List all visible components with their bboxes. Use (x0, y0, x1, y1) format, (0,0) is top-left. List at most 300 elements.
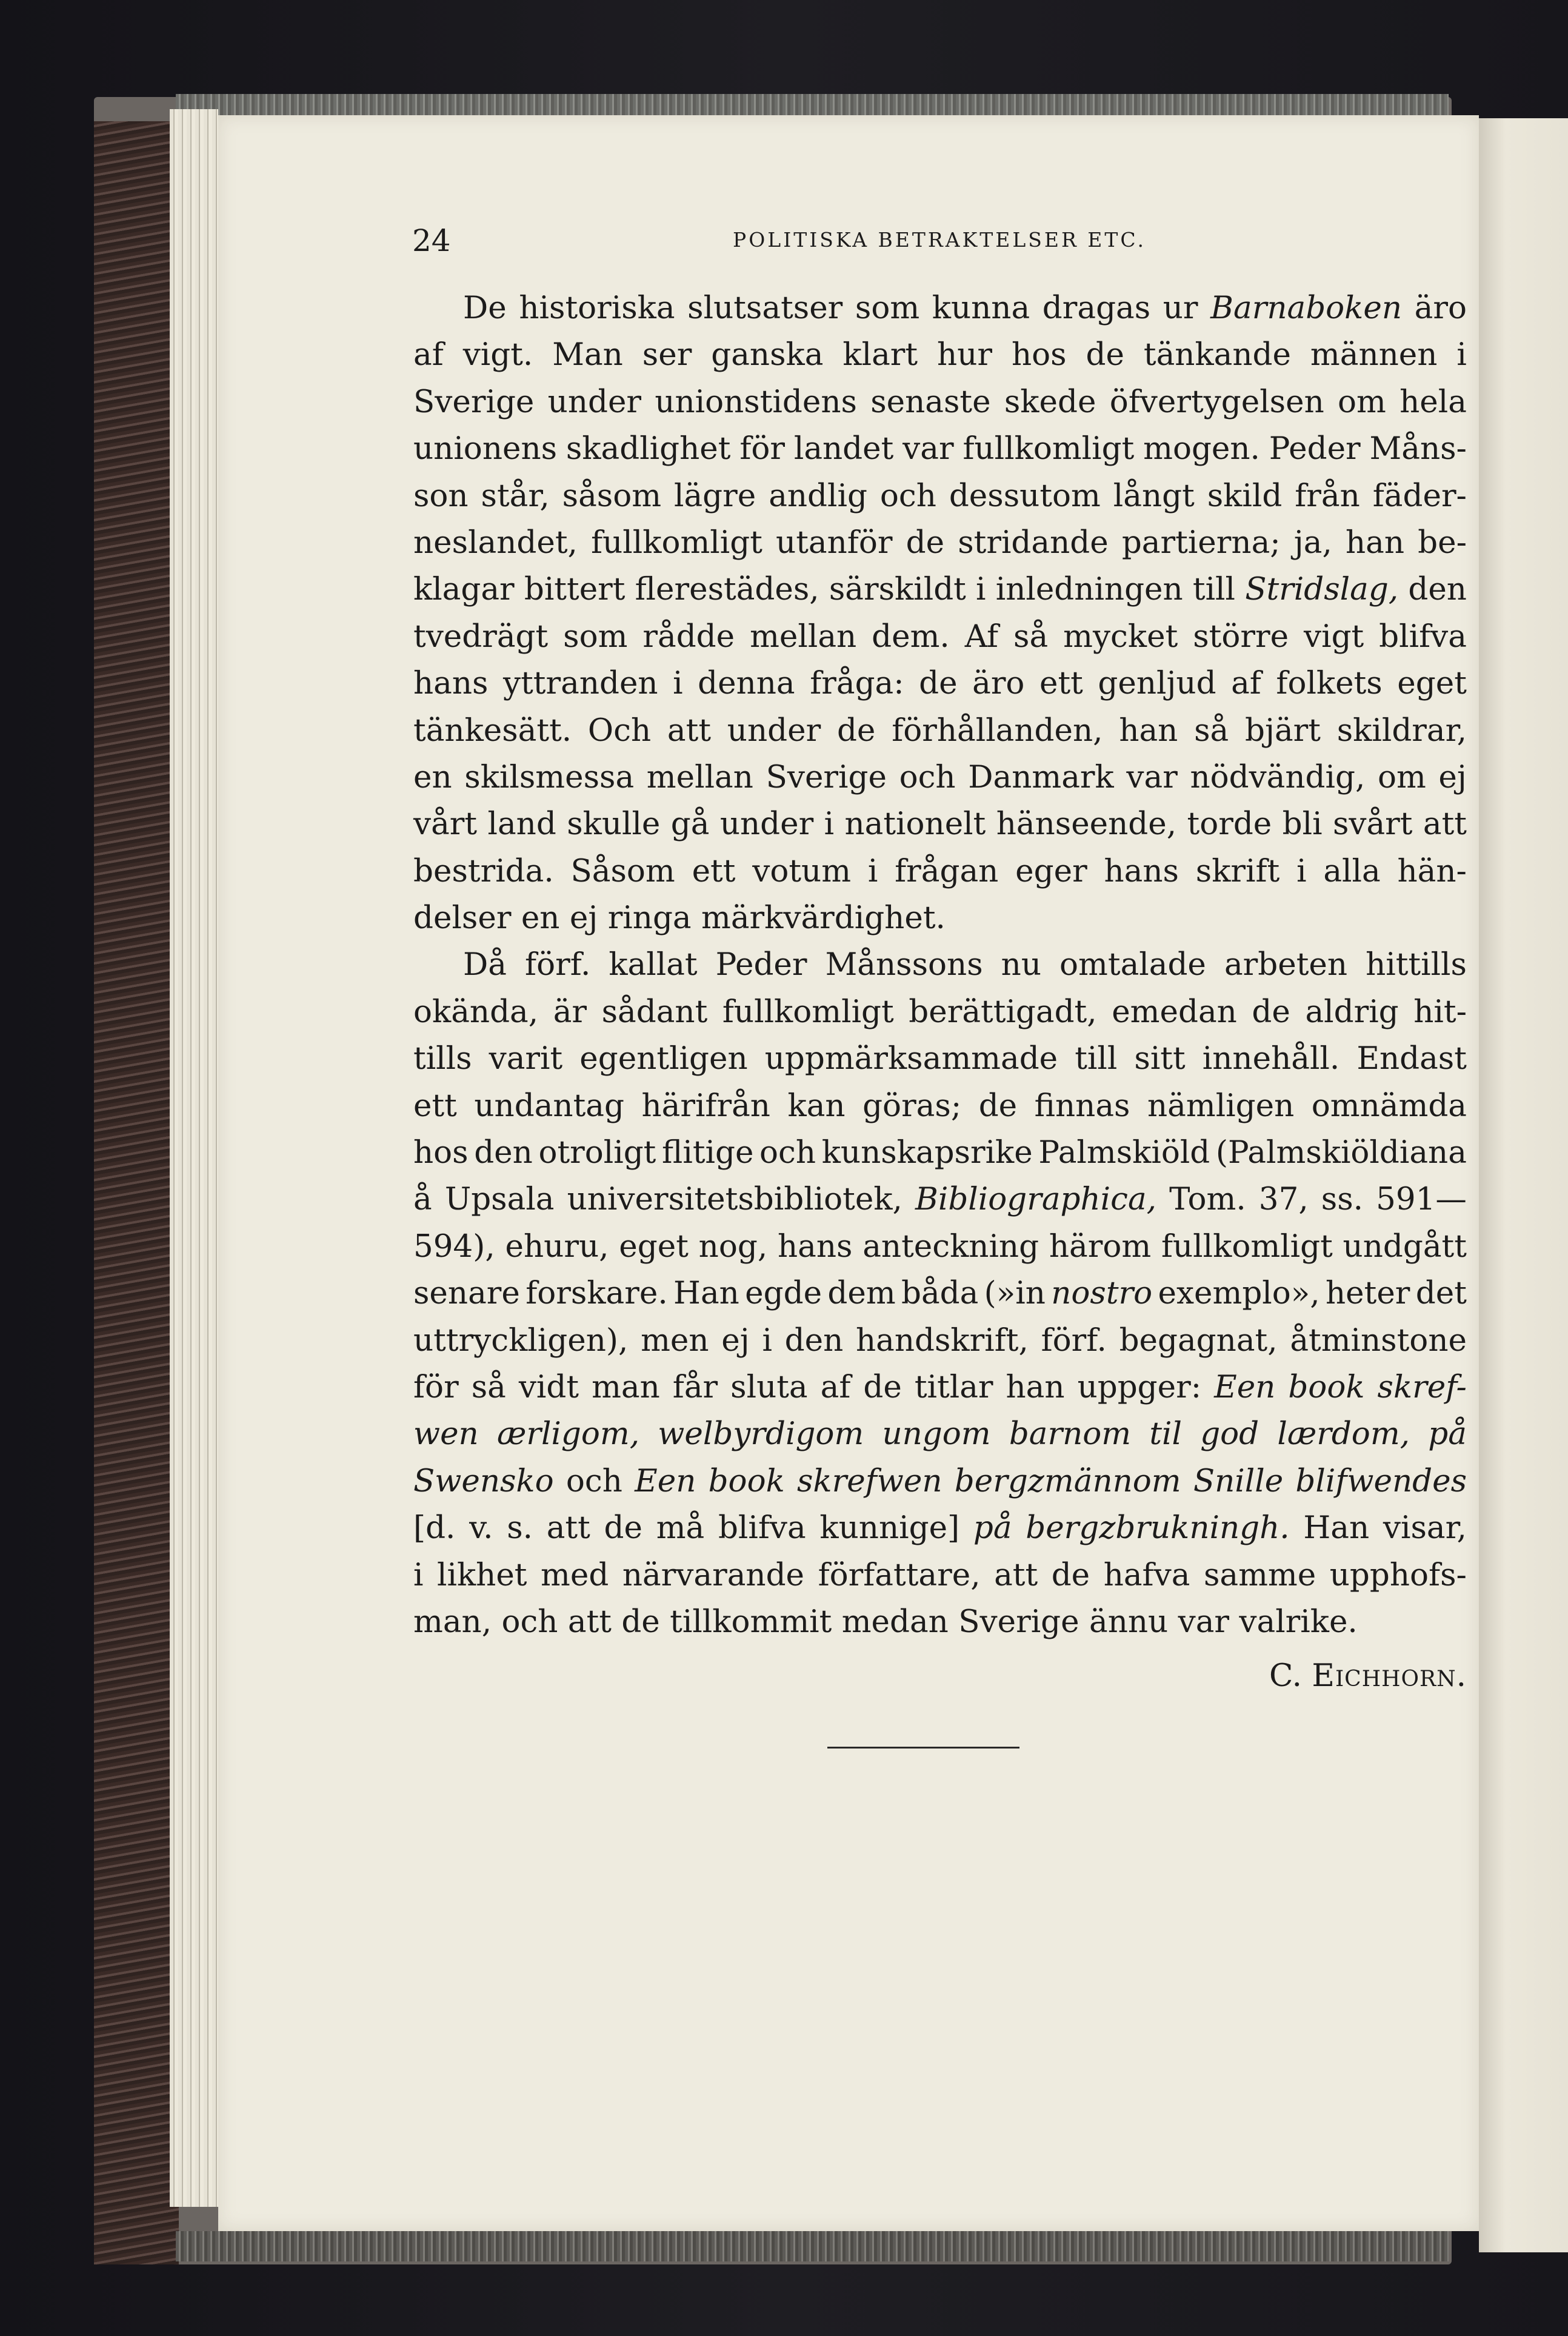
word: stridande (958, 524, 1109, 561)
word: den (474, 1134, 533, 1171)
word: i (673, 665, 683, 702)
word: dragas (1042, 290, 1151, 326)
word: innehåll. (1202, 1040, 1340, 1077)
word: klart (842, 336, 918, 373)
cover-top-band (176, 94, 1449, 118)
word: men (641, 1322, 709, 1359)
word: delser (413, 900, 512, 937)
word: Och (587, 712, 652, 749)
word: i (413, 1556, 424, 1593)
word: Peder (1269, 430, 1361, 467)
word: flerestädes, (635, 571, 819, 608)
word: under (719, 806, 814, 843)
word: och (879, 477, 936, 514)
word: Endast (1356, 1040, 1467, 1077)
word: historiska (519, 290, 675, 326)
word: fråga: (810, 665, 904, 702)
word: härifrån (641, 1087, 770, 1124)
word: mellan (750, 618, 857, 655)
word: slutsatser (687, 290, 843, 326)
word: han (1119, 712, 1178, 749)
text-line (413, 989, 1467, 1036)
word: kunnige] (819, 1510, 960, 1547)
word: neslandet, (413, 524, 578, 561)
word: barnom (1009, 1416, 1132, 1453)
word: lägre (674, 477, 756, 514)
word: til (1149, 1416, 1182, 1453)
word: (»in (984, 1275, 1046, 1312)
word: god (1200, 1416, 1259, 1453)
word: ungom (882, 1416, 991, 1453)
word: visar, (1383, 1510, 1467, 1547)
word: blifwendes (1295, 1462, 1467, 1499)
word: så (1194, 712, 1229, 749)
word: svårt (1332, 806, 1413, 843)
word: Een (635, 1462, 696, 1499)
word: torde (1187, 806, 1272, 843)
word: Bibliographica, (915, 1181, 1157, 1218)
word: ja, (1293, 524, 1332, 561)
word: blifva (1379, 618, 1467, 655)
word: i (867, 852, 878, 889)
word: författare, (818, 1556, 981, 1593)
word: skrift (1195, 852, 1280, 889)
word: de (978, 1087, 1018, 1124)
word: dem (827, 1275, 896, 1312)
word: sådant (601, 993, 708, 1030)
word: finnas (1034, 1087, 1130, 1124)
word: forskare. (525, 1275, 668, 1312)
word: å (413, 1181, 432, 1218)
word: fullkomligt (591, 524, 762, 561)
word: förhållanden, (892, 712, 1103, 749)
word: upphofs- (1329, 1556, 1467, 1593)
word: Månssons (825, 946, 983, 983)
word: medan (841, 1603, 949, 1640)
word: hos (1011, 336, 1067, 373)
word: om (1377, 758, 1426, 795)
word: de (836, 712, 876, 749)
word: alla (1323, 852, 1381, 889)
word: anteckning (862, 1228, 1039, 1265)
word: yttranden (503, 665, 658, 702)
facing-page-edge (1479, 118, 1568, 2252)
text-line (413, 426, 1467, 472)
word: nämligen (1147, 1087, 1295, 1124)
word: heter (1325, 1275, 1410, 1312)
text-line (413, 895, 1467, 942)
word: egentligen (579, 1040, 748, 1077)
word: de (1252, 993, 1290, 1030)
word: de (1051, 1556, 1090, 1593)
text-line (413, 1130, 1467, 1176)
text-line (413, 1036, 1467, 1082)
word: universitetsbibliotek, (567, 1181, 902, 1218)
word: undgått (1343, 1228, 1467, 1265)
word: hans (1104, 852, 1179, 889)
word: Een (1214, 1368, 1276, 1405)
word: till (1075, 1040, 1118, 1077)
word: (Palmskiöldiana (1215, 1134, 1467, 1171)
word: den (784, 1322, 844, 1359)
word: bjärt (1245, 712, 1321, 749)
word: uttryckligen), (413, 1322, 629, 1359)
word: eget (1397, 665, 1467, 702)
word: frågan (895, 852, 999, 889)
word: genljud (1098, 665, 1216, 702)
word: hänseende, (996, 806, 1177, 843)
page-header (412, 223, 1467, 259)
word: sluta (730, 1368, 808, 1405)
word: ett (413, 1087, 457, 1124)
word: inledningen (995, 571, 1183, 608)
word: bergzbrukningh. (1026, 1510, 1290, 1547)
word: det (1415, 1275, 1467, 1312)
word: Palmskiöld (1038, 1134, 1210, 1171)
word: ett (1039, 665, 1083, 702)
word: sitt (1134, 1040, 1186, 1077)
word: handskrift, (855, 1322, 1029, 1359)
word: skild (1207, 477, 1283, 514)
word: fullkomligt (962, 430, 1135, 467)
word: att (1423, 806, 1467, 843)
word: tänkesätt. (413, 712, 572, 749)
text-line (413, 520, 1467, 566)
word: de (621, 1603, 660, 1640)
word: hela (1400, 383, 1467, 420)
word: så (471, 1368, 506, 1405)
word: om (1338, 383, 1386, 420)
word: var (1178, 1603, 1230, 1640)
word: en (413, 758, 452, 795)
word: kunna (932, 290, 1030, 326)
text-line (413, 1270, 1467, 1317)
word: unionens (413, 430, 558, 467)
paragraph (413, 285, 1467, 942)
paragraph (413, 942, 1467, 1645)
word: ur (1163, 290, 1198, 326)
word: de (1086, 336, 1124, 373)
word: göras; (862, 1087, 962, 1124)
word: valrike. (1239, 1603, 1358, 1640)
word: book (708, 1462, 785, 1499)
word: för (413, 1368, 459, 1405)
text-line (413, 1411, 1467, 1457)
text-line (413, 1176, 1467, 1223)
word: af (1231, 665, 1261, 702)
word: 591— (1376, 1181, 1467, 1218)
word: han (1345, 524, 1404, 561)
word: långt (1113, 477, 1195, 514)
word: skilsmessa (464, 758, 635, 795)
word: vigt (1304, 618, 1364, 655)
word: bittert (524, 571, 626, 608)
word: hafva (1103, 1556, 1190, 1593)
word: fäder- (1372, 477, 1467, 514)
word: och (501, 1603, 558, 1640)
word: nödvändig, (1190, 758, 1366, 795)
word: Man (552, 336, 623, 373)
word: till (1192, 571, 1235, 608)
word: männen (1310, 336, 1438, 373)
word: i (762, 1322, 772, 1359)
word: s. (507, 1510, 533, 1547)
word: omtalade (1059, 946, 1206, 983)
word: ganska (711, 336, 824, 373)
word: hans (777, 1228, 853, 1265)
word: Han (1303, 1510, 1370, 1547)
word: en (521, 900, 560, 937)
word: af (820, 1368, 851, 1405)
word: under (547, 383, 642, 420)
text-line (413, 754, 1467, 801)
word: större (1193, 618, 1289, 655)
word: de (906, 524, 945, 561)
word: Stridslag, (1245, 571, 1399, 608)
word: Såsom (570, 852, 675, 889)
word: rådde (642, 618, 735, 655)
word: skref- (1377, 1368, 1467, 1405)
word: på (973, 1510, 1012, 1547)
word: äro (1414, 290, 1467, 326)
word: skildrar, (1336, 712, 1467, 749)
word: dessutom (949, 477, 1101, 514)
word: Snille (1193, 1462, 1284, 1499)
word: arbeten (1224, 946, 1348, 983)
word: welbyrdigom (658, 1416, 864, 1453)
word: unionstidens (655, 383, 857, 420)
word: vårt (413, 806, 478, 843)
word: var (902, 430, 954, 467)
word: ej (1438, 758, 1467, 795)
word: De (463, 290, 507, 326)
word: och (899, 758, 956, 795)
word: folkets (1276, 665, 1383, 702)
word: ett (692, 852, 736, 889)
word: Sverige (958, 1603, 1079, 1640)
word: land (487, 806, 556, 843)
word: mellan (646, 758, 753, 795)
word: af (413, 336, 444, 373)
word: med (541, 1556, 609, 1593)
word: Af (964, 618, 999, 655)
cover-leather-grain (94, 121, 179, 2264)
word: i (1456, 336, 1467, 373)
word: otroligt (538, 1134, 656, 1171)
word: Barnaboken (1210, 290, 1403, 326)
word: märkvärdighet. (701, 900, 946, 937)
word: senaste (870, 383, 991, 420)
text-line (413, 285, 1467, 332)
word: på (1428, 1416, 1467, 1453)
word: denna (698, 665, 795, 702)
word: i (1296, 852, 1307, 889)
word: v. (469, 1510, 493, 1547)
word: hän- (1397, 852, 1467, 889)
word: votum (752, 852, 852, 889)
text-line (413, 660, 1467, 707)
text-line (413, 1223, 1467, 1270)
word: exemplo», (1158, 1275, 1320, 1312)
text-line (413, 1599, 1467, 1645)
word: landet (793, 430, 894, 467)
word: okända, (413, 993, 539, 1030)
word: de (919, 665, 958, 702)
page-stack-edge (170, 109, 218, 2207)
word: ser (642, 336, 692, 373)
word: så (1013, 618, 1049, 655)
word: från (1295, 477, 1360, 514)
word: begagnat, (1119, 1322, 1278, 1359)
word: öfvertygelsen (1109, 383, 1324, 420)
word: hur (937, 336, 992, 373)
word: likhet (437, 1556, 527, 1593)
word: Peder (715, 946, 807, 983)
word: under (727, 712, 821, 749)
word: flitige (662, 1134, 754, 1171)
word: och (565, 1462, 622, 1499)
word: fullkomligt (722, 993, 894, 1030)
text-line (413, 473, 1467, 520)
word: kallat (609, 946, 698, 983)
word: omnämda (1311, 1087, 1467, 1124)
cover-bottom-band (176, 2231, 1449, 2261)
word: ringa (607, 900, 692, 937)
word: Danmark (968, 758, 1114, 795)
text-line (413, 1364, 1467, 1411)
word: skadlighet (565, 430, 731, 467)
word: kunskapsrike (821, 1134, 1033, 1171)
word: wen (413, 1416, 479, 1453)
word: book (1288, 1368, 1365, 1405)
word: som (855, 290, 920, 326)
running-title: POLITISKA BETRAKTELSER ETC. (733, 228, 1146, 252)
text-line (413, 942, 1467, 988)
word: han (1006, 1368, 1065, 1405)
word: att (994, 1556, 1038, 1593)
word: hit- (1413, 993, 1467, 1030)
word: hos (413, 1134, 469, 1171)
word: tillkommit (670, 1603, 832, 1640)
signature-surname: Eichhorn. (1312, 1658, 1467, 1695)
word: titlar (914, 1368, 993, 1405)
word: man, (413, 1603, 492, 1640)
text-line (413, 614, 1467, 660)
word: dem. (872, 618, 950, 655)
word: Sverige (766, 758, 887, 795)
text-line (413, 801, 1467, 848)
word: nostro (1051, 1275, 1153, 1312)
word: vidt (518, 1368, 579, 1405)
word: Sverige (413, 383, 535, 420)
word: ehuru, (505, 1228, 609, 1265)
word: hittills (1366, 946, 1467, 983)
page-number: 24 (412, 223, 451, 258)
word: samme (1203, 1556, 1316, 1593)
word: de (604, 1510, 642, 1547)
text-line (413, 566, 1467, 613)
word: i (976, 571, 986, 608)
word: uppmärksammade (764, 1040, 1058, 1077)
word: senare (413, 1275, 520, 1312)
word: eger (1015, 852, 1087, 889)
word: emedan (1112, 993, 1237, 1030)
word: för (739, 430, 785, 467)
word: 37, (1258, 1181, 1309, 1218)
word: Tom. (1169, 1181, 1246, 1218)
word: undantag (474, 1087, 624, 1124)
word: förf. (1041, 1322, 1107, 1359)
word: i (824, 806, 835, 843)
word: nog, (698, 1228, 768, 1265)
word: Swensko (413, 1462, 554, 1499)
word: bergzmännom (954, 1462, 1181, 1499)
word: ærligom, (496, 1416, 640, 1453)
word: nationelt (844, 806, 986, 843)
word: båda (901, 1275, 979, 1312)
word: ej (569, 900, 598, 937)
word: och (759, 1134, 816, 1171)
word: berättigadt, (909, 993, 1097, 1030)
word: tills (413, 1040, 472, 1077)
word: bli (1282, 806, 1323, 843)
word: andlig (769, 477, 867, 514)
book-page (218, 115, 1479, 2231)
text-line (413, 1505, 1467, 1551)
word: eget (619, 1228, 689, 1265)
word: vigt. (462, 336, 533, 373)
word: äro (972, 665, 1025, 702)
word: Måns- (1369, 430, 1467, 467)
word: närvarande (622, 1556, 805, 1593)
word: mycket (1063, 618, 1178, 655)
word: skrefwen (797, 1462, 942, 1499)
word: är (553, 993, 587, 1030)
word: Då (463, 946, 507, 983)
body-text (413, 285, 1467, 1700)
word: [d. (413, 1510, 456, 1547)
text-line (413, 708, 1467, 754)
word: son (413, 477, 469, 514)
word: Han (673, 1275, 739, 1312)
word: kan (787, 1087, 846, 1124)
word: skulle (567, 806, 661, 843)
word: får (672, 1368, 718, 1405)
word: ss. (1321, 1181, 1364, 1218)
word: fullkomligt (1161, 1228, 1333, 1265)
word: blifva (718, 1510, 806, 1547)
text-line (413, 1317, 1467, 1364)
text-line (413, 1552, 1467, 1599)
word: var (1126, 758, 1178, 795)
word: att (667, 712, 712, 749)
text-line (413, 332, 1467, 378)
word: klagar (413, 571, 515, 608)
word: att (567, 1603, 612, 1640)
word: mogen. (1143, 430, 1260, 467)
word: egde (745, 1275, 822, 1312)
text-line (413, 848, 1467, 895)
word: såsom (562, 477, 662, 514)
word: må (656, 1510, 705, 1547)
word: 594), (413, 1228, 495, 1265)
signature-initial: C. (1269, 1658, 1302, 1695)
text-line (413, 379, 1467, 426)
word: särskildt (829, 571, 966, 608)
word: utanför (776, 524, 893, 561)
word: att (546, 1510, 590, 1547)
word: Upsala (444, 1181, 555, 1218)
